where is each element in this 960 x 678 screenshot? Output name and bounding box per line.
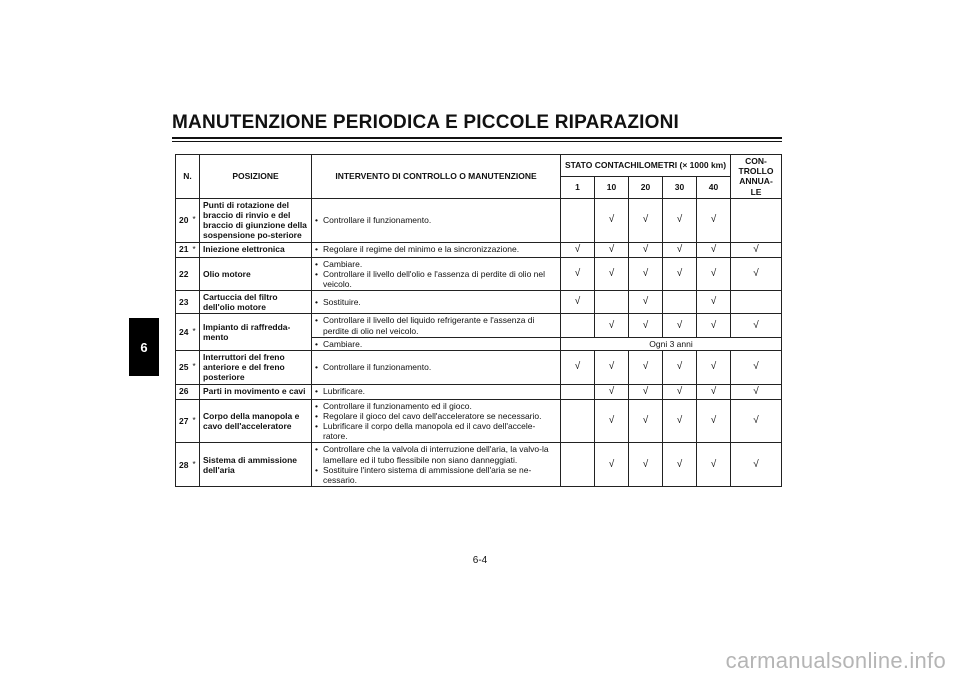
check-cell: √: [731, 314, 782, 337]
row-actions: [312, 242, 561, 257]
check-cell: √: [697, 399, 731, 443]
check-cell: √: [561, 257, 595, 291]
header-odometer-col: 30: [663, 176, 697, 198]
row-star: [190, 291, 200, 314]
action-item: • Sostituire.: [315, 297, 557, 307]
table-row: [176, 257, 782, 291]
check-cell: √: [731, 257, 782, 291]
check-cell: √: [663, 198, 697, 242]
table-row: [176, 242, 782, 257]
header-position: POSIZIONE: [200, 155, 312, 199]
check-cell: √: [629, 351, 663, 385]
action-list: [315, 297, 557, 307]
action-list: [315, 444, 557, 485]
action-item: • Controllare il funzionamento.: [315, 215, 557, 225]
check-cell: √: [663, 443, 697, 487]
check-cell: √: [629, 198, 663, 242]
action-item: • Controllare il funzionamento ed il gioco.: [315, 401, 557, 411]
table-body: [176, 198, 782, 486]
row-star: *: [190, 351, 200, 385]
action-item: • Controllare che la valvola di interruzione dell'aria, la valvo-la lamellare ed il tubo flessibile non siano danneggiati.: [315, 444, 557, 464]
row-number: 20: [176, 198, 190, 242]
chapter-tab: 6: [129, 318, 159, 376]
check-cell: [561, 399, 595, 443]
check-cell: √: [697, 314, 731, 337]
row-actions: [312, 337, 561, 350]
action-item: • Lubrificare.: [315, 386, 557, 396]
check-cell: √: [731, 351, 782, 385]
check-cell: √: [697, 291, 731, 314]
check-cell: [561, 314, 595, 337]
check-cell: √: [629, 242, 663, 257]
row-star: *: [190, 443, 200, 487]
row-number: 25: [176, 351, 190, 385]
row-star: *: [190, 198, 200, 242]
check-cell: √: [663, 314, 697, 337]
row-number: 26: [176, 384, 190, 399]
check-cell: √: [731, 443, 782, 487]
header-intervention: INTERVENTO DI CONTROLLO O MANUTENZIONE: [312, 155, 561, 199]
check-cell: √: [697, 257, 731, 291]
check-cell: √: [595, 242, 629, 257]
check-cell: √: [561, 242, 595, 257]
page-number: 6-4: [472, 555, 488, 566]
check-cell: √: [595, 399, 629, 443]
check-cell: [595, 291, 629, 314]
row-number: 21: [176, 242, 190, 257]
check-cell: √: [663, 257, 697, 291]
row-actions: [312, 198, 561, 242]
action-list: [315, 339, 557, 349]
row-star: *: [190, 242, 200, 257]
header-odometer: STATO CONTACHILOMETRI (× 1000 km): [561, 155, 731, 177]
maintenance-table: [175, 154, 782, 487]
row-actions: [312, 291, 561, 314]
action-item: • Lubrificare il corpo della manopola ed il cavo dell'accele-ratore.: [315, 421, 557, 441]
row-position: Corpo della manopola e cavo dell'acceleratore: [200, 399, 312, 443]
row-actions: [312, 314, 561, 337]
header-annual: CON-TROLLO ANNUA-LE: [731, 155, 782, 199]
action-list: [315, 386, 557, 396]
action-item: • Regolare il gioco del cavo dell'acceleratore se necessario.: [315, 411, 557, 421]
check-cell: [561, 384, 595, 399]
check-cell: √: [697, 384, 731, 399]
action-list: [315, 215, 557, 225]
row-star: *: [190, 314, 200, 351]
row-number: 23: [176, 291, 190, 314]
action-list: [315, 315, 557, 335]
action-item: • Controllare il funzionamento.: [315, 362, 557, 372]
action-list: [315, 401, 557, 442]
action-item: • Cambiare.: [315, 259, 557, 269]
check-cell: √: [595, 351, 629, 385]
check-cell: √: [629, 384, 663, 399]
action-list: [315, 362, 557, 372]
row-position: Interruttori del freno anteriore e del freno posteriore: [200, 351, 312, 385]
interval-note: Ogni 3 anni: [561, 337, 782, 350]
row-number: 27: [176, 399, 190, 443]
check-cell: √: [697, 242, 731, 257]
title-rule-thick: [172, 137, 782, 139]
action-list: [315, 259, 557, 290]
header-odometer-col: 1: [561, 176, 595, 198]
table-row: [176, 399, 782, 443]
check-cell: √: [629, 291, 663, 314]
row-star: [190, 384, 200, 399]
row-actions: [312, 384, 561, 399]
check-cell: √: [731, 399, 782, 443]
row-position: Iniezione elettronica: [200, 242, 312, 257]
row-star: *: [190, 399, 200, 443]
check-cell: [731, 198, 782, 242]
table-row: [176, 291, 782, 314]
row-position: Impianto di raffredda-mento: [200, 314, 312, 351]
row-number: 24: [176, 314, 190, 351]
check-cell: √: [731, 242, 782, 257]
check-cell: √: [663, 242, 697, 257]
title-rule-thin: [172, 141, 782, 142]
check-cell: √: [561, 351, 595, 385]
check-cell: √: [663, 351, 697, 385]
row-actions: [312, 443, 561, 487]
action-item: • Sostituire l'intero sistema di ammissione dell'aria se ne-cessario.: [315, 465, 557, 485]
check-cell: √: [697, 351, 731, 385]
row-position: Olio motore: [200, 257, 312, 291]
header-num: N.: [176, 155, 200, 199]
check-cell: [663, 291, 697, 314]
watermark: carmanualsonline.info: [725, 648, 946, 673]
row-actions: [312, 351, 561, 385]
header-odometer-col: 10: [595, 176, 629, 198]
table-row: [176, 384, 782, 399]
check-cell: √: [629, 314, 663, 337]
row-position: Sistema di ammissione dell'aria: [200, 443, 312, 487]
check-cell: √: [697, 198, 731, 242]
check-cell: √: [595, 443, 629, 487]
check-cell: √: [561, 291, 595, 314]
row-position: Cartuccia del filtro dell'olio motore: [200, 291, 312, 314]
check-cell: √: [629, 399, 663, 443]
action-item: • Controllare il livello dell'olio e l'assenza di perdite di olio nel veicolo.: [315, 269, 557, 289]
row-actions: [312, 399, 561, 443]
row-number: 22: [176, 257, 190, 291]
action-item: • Cambiare.: [315, 339, 557, 349]
check-cell: √: [595, 384, 629, 399]
action-item: • Controllare il livello del liquido refrigerante e l'assenza di perdite di olio nel veicolo.: [315, 315, 557, 335]
check-cell: √: [629, 257, 663, 291]
row-star: [190, 257, 200, 291]
header-odometer-col: 40: [697, 176, 731, 198]
row-position: Punti di rotazione del braccio di rinvio e del braccio di giunzione della sospensione po-steriore: [200, 198, 312, 242]
check-cell: √: [697, 443, 731, 487]
table-row: [176, 314, 782, 337]
check-cell: √: [595, 257, 629, 291]
row-actions: [312, 257, 561, 291]
check-cell: √: [731, 384, 782, 399]
check-cell: [731, 291, 782, 314]
header-odometer-col: 20: [629, 176, 663, 198]
table-row: [176, 351, 782, 385]
action-item: • Regolare il regime del minimo e la sincronizzazione.: [315, 244, 557, 254]
check-cell: [561, 198, 595, 242]
row-number: 28: [176, 443, 190, 487]
page-title: MANUTENZIONE PERIODICA E PICCOLE RIPARAZIONI: [172, 112, 680, 133]
check-cell: [561, 443, 595, 487]
check-cell: √: [595, 198, 629, 242]
header-row-1: [176, 155, 782, 177]
check-cell: √: [663, 384, 697, 399]
check-cell: √: [629, 443, 663, 487]
row-position: Parti in movimento e cavi: [200, 384, 312, 399]
check-cell: √: [595, 314, 629, 337]
table-row: [176, 443, 782, 487]
check-cell: √: [663, 399, 697, 443]
action-list: [315, 244, 557, 254]
table-row: [176, 198, 782, 242]
